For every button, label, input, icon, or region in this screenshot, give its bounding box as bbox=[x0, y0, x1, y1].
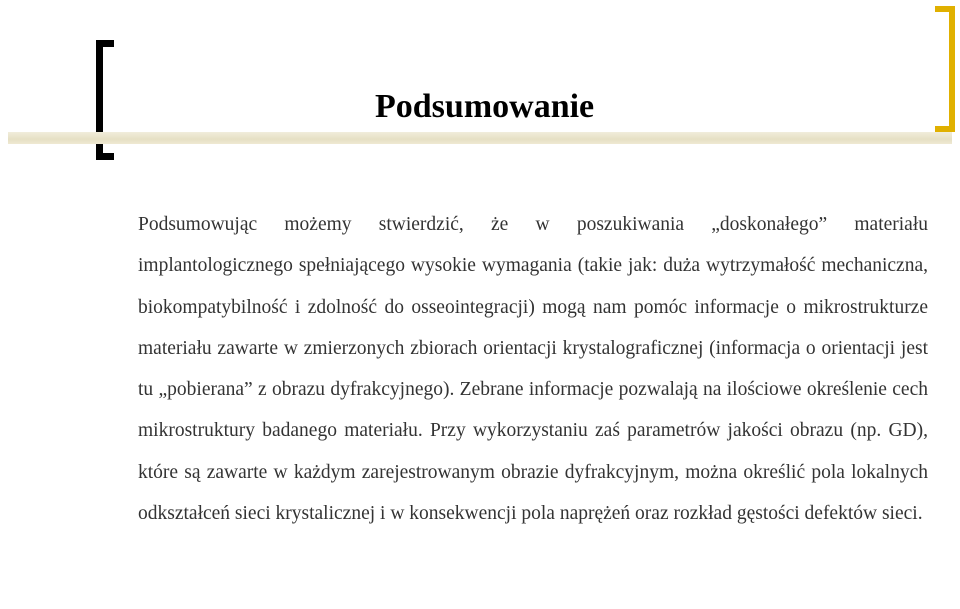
slide-body-text: Podsumowując możemy stwierdzić, że w poszukiwania „doskonałego” materiału implantologicznego spełniającego wysokie wymagania (takie jak: duża wytrzymałość mechaniczna, biokompatybilność i zdolność do osseointegracji) mogą nam pomóc informacje o mikrostrukturze materiału zawarte w zmierzonych zbiorach orientacji krystalograficznej (informacja o orientacji jest tu „pobierana” z obrazu dyfrakcyjnego). Zebrane informacje pozwalają na ilościowe określenie cech mikrostruktury badanego materiału. Przy wykorzystaniu zaś parametrów jakości obrazu (np. GD), które są zawarte w każdym zarejestrowanym obrazie dyfrakcyjnym, można określić pola lokalnych odkształceń sieci krystalicznej i w konsekwencji pola naprężeń oraz rozkład gęstości defektów sieci. bbox=[138, 214, 928, 525]
title-underline-rule bbox=[8, 132, 952, 144]
slide-title: Podsumowanie bbox=[375, 88, 595, 125]
right-bracket-decoration bbox=[935, 6, 955, 132]
